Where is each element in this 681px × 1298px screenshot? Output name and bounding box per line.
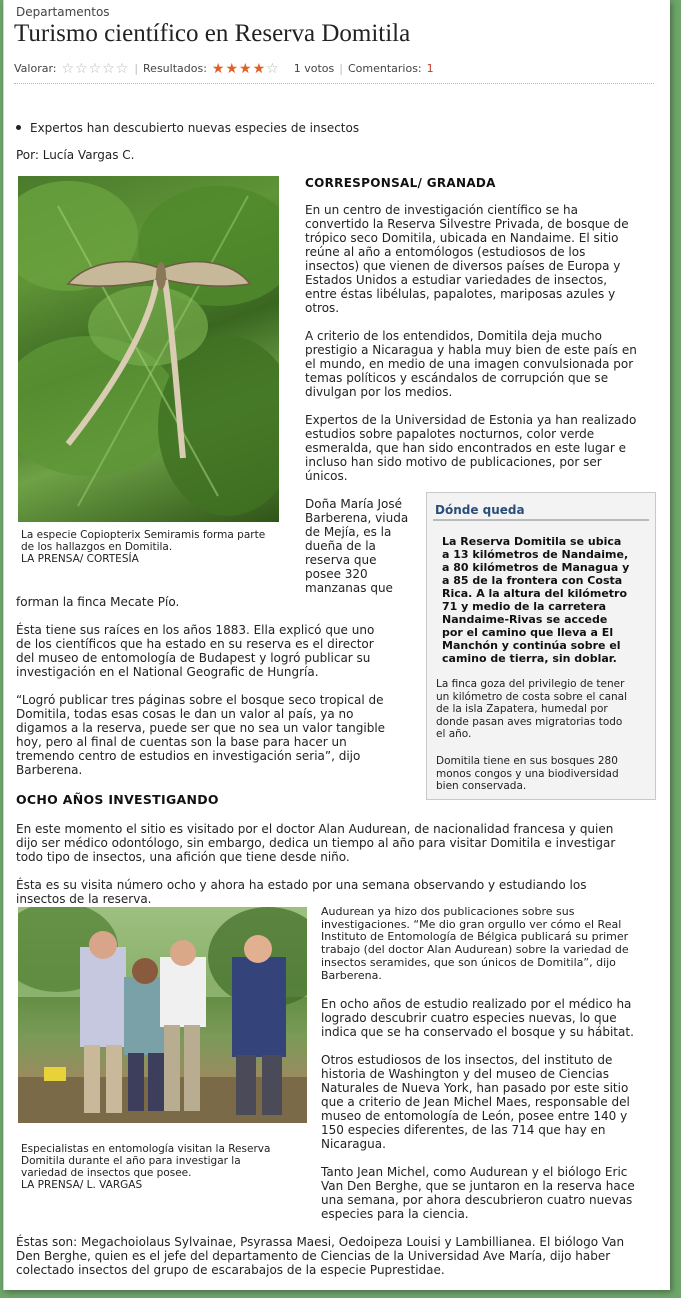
result-star-4-icon: ★ <box>252 60 266 77</box>
comments-count[interactable]: 1 <box>426 62 434 75</box>
article-page <box>3 0 670 1290</box>
valorar-label: Valorar: <box>14 62 57 75</box>
paragraph-10: En ocho años de estudio realizado por el médico ha logrado descubrir cuatro especies nuevas, lo que indica que se ha conservado el bosque y su hábitat. <box>321 997 634 1039</box>
rating-bar <box>14 62 654 84</box>
photo1-caption <box>21 529 265 565</box>
rate-star-5-icon[interactable]: ☆ <box>115 60 129 77</box>
group-image <box>18 907 307 1123</box>
summary-bullet <box>16 121 359 135</box>
results-label: Resultados: <box>143 62 207 75</box>
caption-credit: LA PRENSA/ L. VARGAS <box>21 1179 143 1191</box>
paragraph-6: “Logró publicar tres páginas sobre el bosque seco tropical de Domitila, todas esas cosas le dan un valor al país, ya no digamos a la reserva, puede ser que no sea un valor tangible hoy, pero al final de cuentas son la base para hacer un tremendo centro de estudios en investigación seria”, dijo Barberena. <box>16 693 386 777</box>
photo2-caption <box>21 1143 270 1191</box>
location-paragraph-2: Domitila tiene en sus bosques 280 monos congos y una biodiversidad bien conservada. <box>436 755 619 792</box>
location-box <box>426 492 656 800</box>
comments-label[interactable]: Comentarios: <box>347 62 422 75</box>
section-label[interactable]: Departamentos <box>16 5 110 19</box>
rate-stars[interactable] <box>61 60 130 77</box>
caption-line: Especialistas en entomología visitan la Reserva <box>21 1143 271 1155</box>
caption-line: de los hallazgos en Domitila. <box>21 541 173 553</box>
subhead: OCHO AÑOS INVESTIGANDO <box>16 792 219 807</box>
divider: | <box>134 62 139 75</box>
paragraph-13: Éstas son: Megachoiolaus Sylvainae, Psyrassa Maesi, Oedoipeza Louisi y Lambillianea. El biólogo Van Den Berghe, quien es el jefe del departamento de Ciencias de la Universidad Ave María, dijo haber colectado insectos del grupo de escarabajos de la especie Puprestidae. <box>16 1235 625 1277</box>
location-paragraph-1: La finca goza del privilegio de tener un kilómetro de costa sobre el canal de la isla Zapatera, humedal por donde pasan aves migratorias todo el año. <box>436 678 628 740</box>
caption-line: Domitila durante el año para investigar la <box>21 1155 241 1167</box>
paragraph-11: Otros estudiosos de los insectos, del instituto de historia de Washington y del museo de Ciencias Naturales de Nueva York, han pasado por este sitio que a criterio de Jean Michel Maes, responsable del museo de entomología de León, posee entre 140 y 150 especies diferentes, de las 714 que hay en Nicaragua. <box>321 1053 630 1151</box>
paragraph-3: Expertos de la Universidad de Estonia ya han realizado estudios sobre papalotes nocturnos, color verde esmeralda, que han sido encontrados en este lugar e incluso han sido motivo de publicaciones, por ser únicos. <box>305 413 637 483</box>
moth-image <box>18 176 279 522</box>
summary-text: Expertos han descubierto nuevas especies de insectos <box>30 121 360 135</box>
caption-line: La especie Copiopterix Semiramis forma parte <box>21 529 266 541</box>
paragraph-2: A criterio de los entendidos, Domitila deja mucho prestigio a Nicaragua y habla muy bien de este país en el mundo, en medio de una imagen convulsionada por temas políticos y escándalos de corrupción que se divulgan por los medios. <box>305 329 637 399</box>
paragraph-9: Audurean ya hizo dos publicaciones sobre sus investigaciones. “Me dio gran orgullo ver cómo el Real Instituto de Entomología de Bélgica publicará su primer trabajo (del doctor Alan Audurean) sobre la variedad de insectos seramides, que son únicos de Domitila”, dijo Barberena. <box>321 905 629 982</box>
paragraph-8: Ésta es su visita número ocho y ahora ha estado por una semana observando y estudiando los insectos de la reserva. <box>16 878 587 906</box>
paragraph-5: Ésta tiene sus raíces en los años 1883. Ella explicó que uno de los científicos que ha estado en su reserva es el director del museo de entomología de Budapest y logró publicar su investigación en el National Geografic de Hungría. <box>16 623 375 679</box>
result-star-5-icon: ☆ <box>266 60 279 77</box>
votes-count: 1 votos <box>293 62 335 75</box>
dateline: CORRESPONSAL/ GRANADA <box>305 176 496 190</box>
bullet-icon <box>16 125 21 130</box>
rate-star-3-icon[interactable]: ☆ <box>88 60 102 77</box>
paragraph-7: En este momento el sitio es visitado por el doctor Alan Audurean, de nacionalidad francesa y quien dijo ser médico odontólogo, sin embargo, dedica un tiempo al año para visitar Domitila e investigar todo tipo de insectos, una afición que tiene desde niño. <box>16 822 616 864</box>
caption-line: variedad de insectos que posee. <box>21 1167 192 1179</box>
result-star-3-icon: ★ <box>239 60 252 77</box>
rate-star-4-icon[interactable]: ☆ <box>102 60 115 77</box>
byline: Por: Lucía Vargas C. <box>16 148 135 162</box>
group-photo <box>18 907 307 1123</box>
result-star-1-icon: ★ <box>211 60 225 77</box>
caption-credit: LA PRENSA/ CORTESÍA <box>21 553 139 565</box>
paragraph-12: Tanto Jean Michel, como Audurean y el biólogo Eric Van Den Berghe, que se juntaron en la reserva hace una semana, por ahora descubrieron cuatro nuevas especies para la ciencia. <box>321 1165 635 1221</box>
divider <box>433 519 649 521</box>
moth-photo <box>18 176 279 522</box>
divider: | <box>339 62 343 75</box>
rate-star-2-icon[interactable]: ☆ <box>75 60 88 77</box>
page-title: Turismo científico en Reserva Domitila <box>14 20 411 47</box>
result-star-2-icon: ★ <box>225 60 239 77</box>
paragraph-1: En un centro de investigación científico se ha convertido la Reserva Silvestre Privada, de bosque de trópico seco Domitila, ubicada en Nandaime. El sitio reúne al año a entomólogos (estudiosos de los insectos) que vienen de diversos países de Europa y Estados Unidos a estudiar variedades de insectos, entre éstas libélulas, papalotes, mariposas azules y otros. <box>305 203 629 315</box>
location-directions: La Reserva Domitila se ubica a 13 kilómetros de Nandaime, a 80 kilómetros de Managua y a 85 de la frontera con Costa Rica. A la altura del kilómetro 71 y medio de la carretera Nandaime-Rivas se accede por el camino que lleva a El Manchón y continúa sobre el camino de tierra, sin doblar. <box>442 535 630 665</box>
paragraph-4: Doña María José Barberena, viuda de Mejía, es la dueña de la reserva que posee 320 manzanas que <box>305 497 409 595</box>
rate-star-1-icon[interactable]: ☆ <box>61 60 75 77</box>
location-box-title: Dónde queda <box>435 503 525 517</box>
result-stars <box>211 60 280 77</box>
paragraph-4-end: forman la finca Mecate Pío. <box>16 595 180 609</box>
